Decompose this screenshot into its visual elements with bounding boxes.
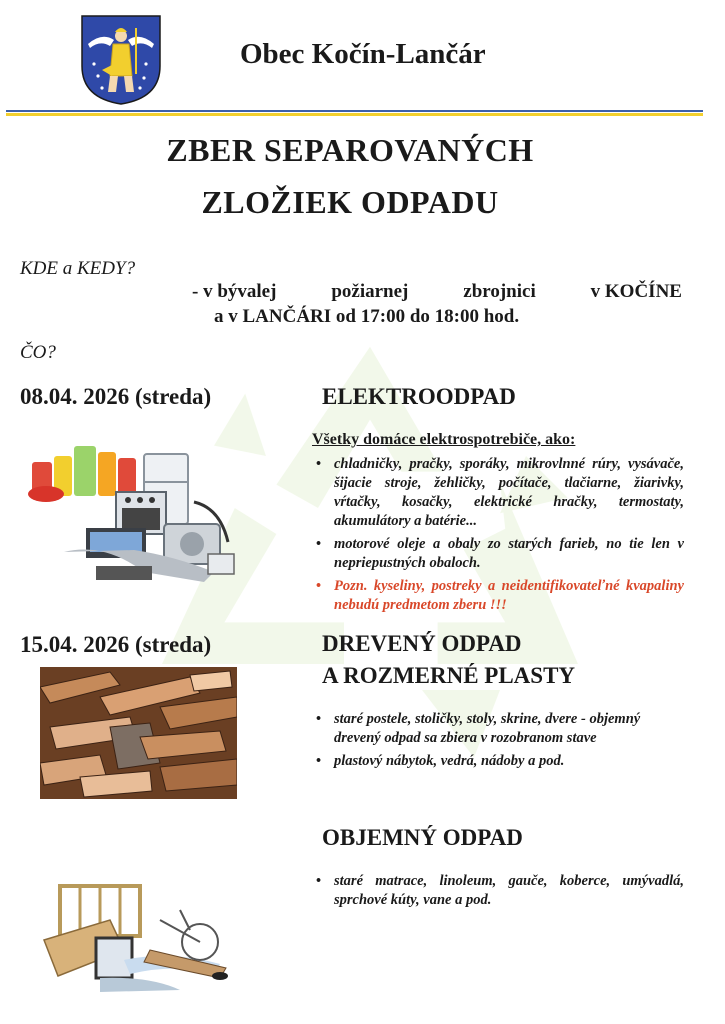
collection-date-1: 08.04. 2026 (streda) xyxy=(20,384,212,409)
category-title-electro xyxy=(322,381,516,413)
coat-of-arms-icon xyxy=(80,14,162,106)
category-title-wood xyxy=(322,628,575,692)
list-item: • chladničky, pračky, sporáky, mikrovlnné rúry, vysávače, šijacie stroje, žehličky, počítače, tlačiarne, žiarivky, vŕtačky, kosačky, elektrické hračky, termostaty, akumulátory a batérie... xyxy=(312,455,684,531)
collection-date-2: 15.04. 2026 (streda) xyxy=(20,632,212,657)
page-title-line-1: ZBER SEPAROVANÝCH xyxy=(166,132,534,168)
where-word: - v bývalej xyxy=(192,281,277,302)
category-title-line: OBJEMNÝ ODPAD xyxy=(322,825,523,850)
header-rule-yellow xyxy=(6,113,703,116)
list-item: • staré postele, stoličky, stoly, skrine, dvere - objemný drevený odpad sa zbiera v rozobranom stave xyxy=(312,710,674,748)
bulky-waste-image xyxy=(40,880,230,996)
where-when-question: KDE a KEDY? xyxy=(20,258,136,279)
where-word: zbrojnici xyxy=(463,281,536,302)
list-item: • plastový nábytok, vedrá, nádoby a pod. xyxy=(312,752,684,771)
list-item: • staré matrace, linoleum, gauče, koberce, umývadlá, sprchové kúty, vane a pod. xyxy=(312,872,684,910)
electronics-pile-image xyxy=(24,432,244,592)
category-intro-electro: Všetky domáce elektrospotrebiče, ako: xyxy=(312,431,576,448)
municipality-name: Obec Kočín-Lančár xyxy=(240,38,486,70)
where-word: v KOČÍNE xyxy=(590,281,682,302)
category-title-bulky xyxy=(322,822,523,854)
item-list-bulky xyxy=(312,872,684,914)
category-title-line: ELEKTROODPAD xyxy=(322,384,516,409)
wood-waste-image xyxy=(40,667,237,799)
category-title-line: A ROZMERNÉ PLASTY xyxy=(322,663,576,688)
page-title-line-2: ZLOŽIEK ODPADU xyxy=(201,184,499,220)
where-answer-line-1 xyxy=(192,281,682,303)
category-title-line: DREVENÝ ODPAD xyxy=(322,631,522,656)
where-word: požiarnej xyxy=(331,281,409,302)
item-list-wood xyxy=(312,710,684,775)
warning-note: • Pozn. kyseliny, postreky a neidentifikovateľné kvapaliny nebudú predmetom zberu !!! xyxy=(312,577,684,615)
what-question: ČO? xyxy=(20,342,56,363)
item-list-electro xyxy=(312,455,684,619)
where-answer-line-2: a v LANČÁRI od 17:00 do 18:00 hod. xyxy=(214,306,520,327)
list-item: • motorové oleje a obaly zo starých farieb, no tie len v nepriepustných obaloch. xyxy=(312,535,684,573)
header-rule-blue xyxy=(6,110,703,112)
